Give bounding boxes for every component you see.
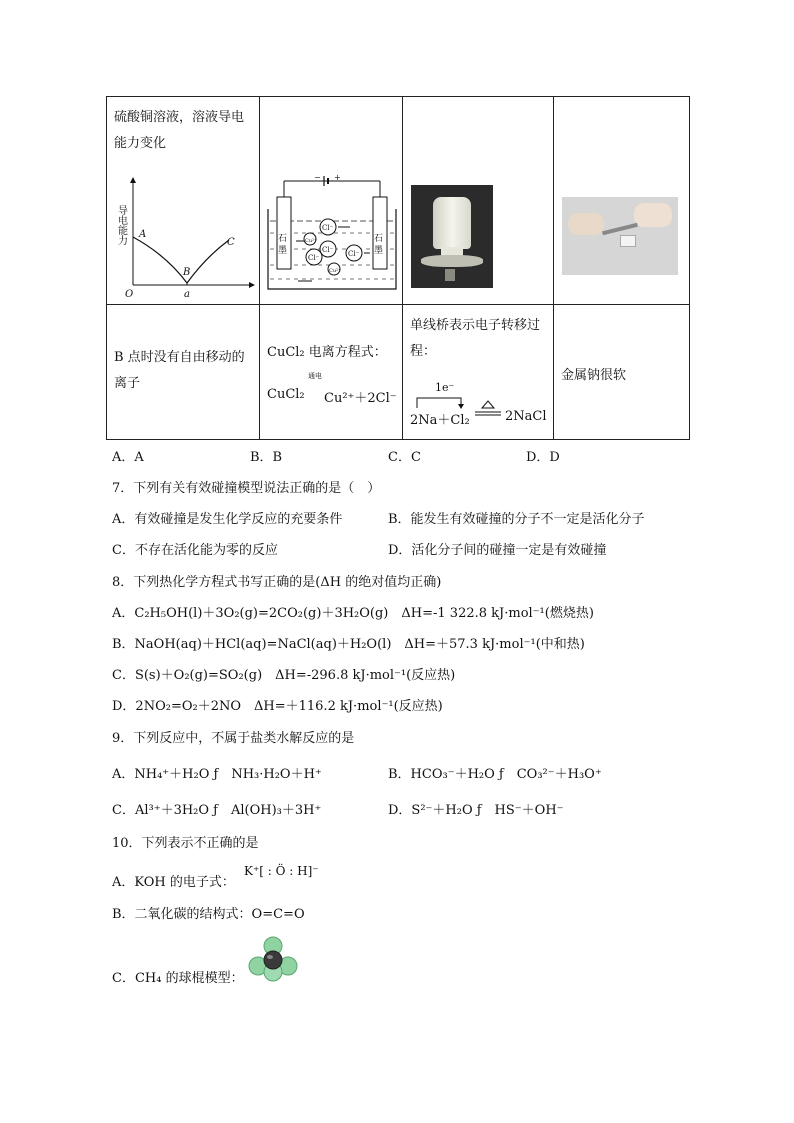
q6-cell-r1c1 (107, 97, 260, 305)
q6-cell-r1c4 (554, 97, 690, 305)
q8-stem: 8．下列热化学方程式书写正确的是(ΔH 的绝对值均正确) (112, 575, 442, 590)
left-electrode-label: 石 (278, 234, 288, 244)
q6-option-a: A．A (112, 450, 144, 465)
svg-text:墨: 墨 (374, 246, 384, 256)
q6-cell-r2c1 (107, 305, 260, 440)
svg-text:Cu²⁺: Cu²⁺ (305, 238, 317, 244)
cucl2-condition: 通电 (308, 372, 322, 380)
svg-text:Cu²⁺: Cu²⁺ (329, 268, 341, 274)
transfer-title: 单线桥表示电子转移过程： (410, 318, 541, 359)
cucl2-title: CuCl₂ 电离方程式： (267, 345, 387, 360)
q6-cell-r1c2 (260, 97, 403, 305)
q6-option-c: C．C (388, 450, 421, 465)
q9-option-c: C．Al³⁺＋3H₂O ƒ Al(OH)₃＋3H⁺ (112, 803, 322, 818)
q6-cell-r1c1-text: 硫酸铜溶液，溶液导电能力变化 (114, 110, 245, 151)
q10-option-b: B．二氧化碳的结构式：O=C=O (112, 907, 305, 922)
q6-cell-r2c4 (554, 305, 690, 440)
graph-point-B: B (183, 267, 191, 278)
q9-option-d: D．S²⁻＋H₂O ƒ HS⁻＋OH⁻ (388, 803, 564, 818)
cutting-sodium-photo (562, 197, 678, 275)
q6-cell-r2c1-text: B 点时没有自由移动的离子 (114, 350, 245, 391)
koh-electron-formula: K⁺[ : Ö : H]⁻ (244, 864, 319, 878)
q7-stem: 7．下列有关有效碰撞模型说法正确的是（ ） (112, 481, 381, 496)
q6-table (106, 96, 690, 440)
q6-cell-r1c3 (403, 97, 554, 305)
svg-text:Cl⁻: Cl⁻ (348, 250, 360, 258)
graph-point-C: C (227, 237, 235, 248)
single-bridge-arrow (413, 395, 473, 409)
electrolysis-diagram (262, 169, 402, 299)
graph-ylabel: 导电能力 (115, 205, 127, 245)
q8-option-a: A．C₂H₅OH(l)＋3O₂(g)=2CO₂(g)＋3H₂O(g) ΔH=-1 322.8 kJ·mol⁻¹(燃烧热) (112, 606, 594, 621)
cucl2-rhs: Cu²⁺＋2Cl⁻ (324, 391, 397, 406)
q10-option-a: A．KOH 的电子式： (112, 875, 235, 890)
graph-origin: O (125, 289, 134, 300)
transfer-lhs: 2Na＋Cl₂ (410, 413, 470, 428)
q6-cell-r2c4-text: 金属钠很软 (561, 368, 627, 383)
ch4-ball-model-icon (248, 936, 298, 982)
q6-option-b: B．B (250, 450, 283, 465)
q6-cell-r2c2 (260, 305, 403, 440)
conductivity-graph (111, 175, 261, 305)
svg-text:Cl⁻: Cl⁻ (308, 254, 320, 262)
q6-cell-r2c3 (403, 305, 554, 440)
q8-option-b: B．NaOH(aq)＋HCl(aq)=NaCl(aq)＋H₂O(l) ΔH=＋57.3 kJ·mol⁻¹(中和热) (112, 637, 585, 652)
sodium-bottle-photo (411, 185, 493, 288)
q9-option-b: B．HCO₃⁻＋H₂O ƒ CO₃²⁻＋H₃O⁺ (388, 767, 602, 782)
electron-count: 1e⁻ (435, 381, 455, 394)
svg-text:−: − (314, 173, 321, 182)
svg-text:Cl⁻: Cl⁻ (322, 224, 334, 232)
graph-point-A: A (139, 229, 147, 240)
q8-option-d: D．2NO₂=O₂＋2NO ΔH=＋116.2 kJ·mol⁻¹(反应热) (112, 699, 443, 714)
q8-option-c: C．S(s)＋O₂(g)=SO₂(g) ΔH=-296.8 kJ·mol⁻¹(反应热) (112, 668, 456, 683)
q6-option-d: D．D (526, 450, 560, 465)
q10-option-c: C．CH₄ 的球棍模型： (112, 971, 244, 986)
svg-text:+: + (334, 173, 341, 182)
q7-option-c: C．不存在活化能为零的反应 (112, 543, 278, 558)
q10-stem: 10．下列表示不正确的是 (112, 836, 259, 851)
q7-option-d: D．活化分子间的碰撞一定是有效碰撞 (388, 543, 607, 558)
transfer-rhs: 2NaCl (505, 409, 547, 424)
q7-option-b: B．能发生有效碰撞的分子不一定是活化分子 (388, 512, 645, 527)
heat-equals-sign (473, 399, 503, 419)
right-electrode-label: 石 (374, 234, 384, 244)
q9-option-a: A．NH₄⁺＋H₂O ƒ NH₃·H₂O＋H⁺ (112, 767, 322, 782)
q7-option-a: A．有效碰撞是发生化学反应的充要条件 (112, 512, 343, 527)
q9-stem: 9．下列反应中，不属于盐类水解反应的是 (112, 731, 355, 746)
cucl2-lhs: CuCl₂ (267, 387, 305, 402)
svg-text:墨: 墨 (278, 246, 288, 256)
svg-text:Cl⁻: Cl⁻ (322, 246, 334, 254)
graph-point-a: a (184, 289, 190, 300)
